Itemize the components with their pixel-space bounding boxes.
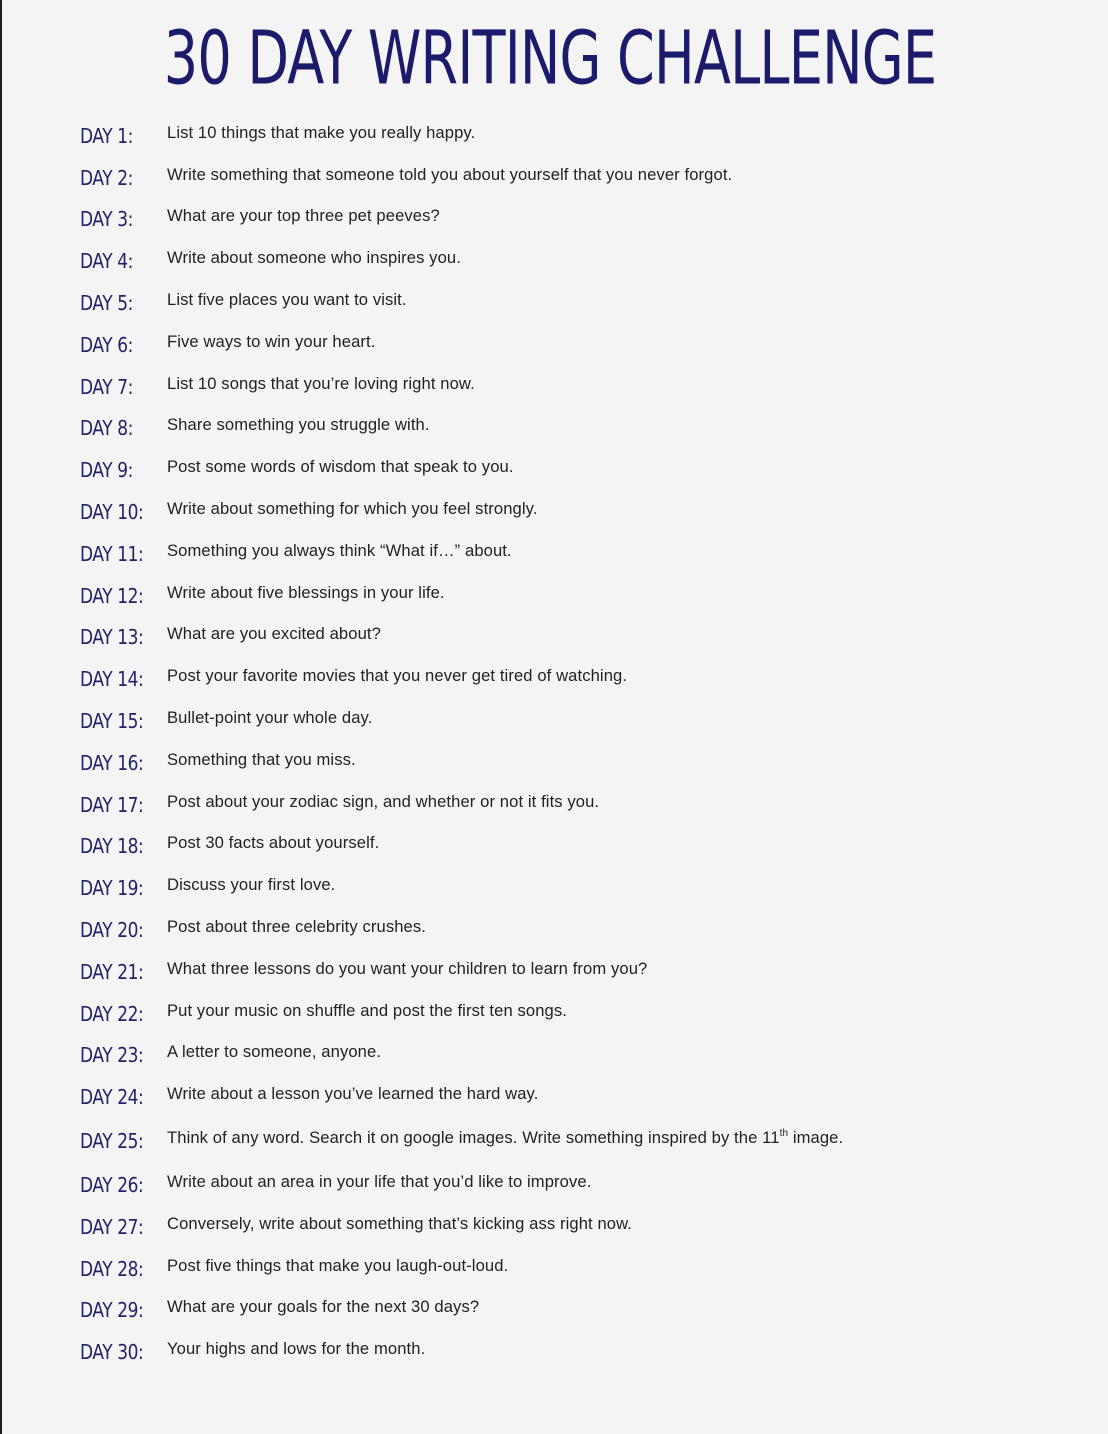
day-prompt: Write about a lesson you’ve learned the hard way.	[167, 1084, 539, 1104]
list-item-day-25	[80, 1115, 843, 1161]
day-prompt: Share something you struggle with.	[167, 415, 430, 435]
day-prompt: Post some words of wisdom that speak to you.	[167, 457, 514, 477]
list-item-day-28	[80, 1245, 843, 1287]
day-prompt: Write about someone who inspires you.	[167, 248, 461, 268]
day-prompt	[167, 1128, 843, 1148]
list-item-day-26	[80, 1161, 843, 1203]
day-label: DAY 4:	[80, 249, 133, 274]
day-prompt: Write about an area in your life that you’d like to improve.	[167, 1172, 592, 1192]
day-label: DAY 11:	[80, 541, 144, 566]
list-item-day-24	[80, 1073, 843, 1115]
day-prompt: Post 30 facts about yourself.	[167, 833, 380, 853]
page-title: 30 DAY WRITING CHALLENGE	[163, 15, 937, 102]
list-item-day-10	[80, 488, 843, 530]
day-label: DAY 29:	[80, 1298, 144, 1323]
list-item-day-20	[80, 906, 843, 948]
day-prompt: A letter to someone, anyone.	[167, 1042, 382, 1062]
day-prompt: What three lessons do you want your children to learn from you?	[167, 958, 648, 978]
list-item-day-15	[80, 697, 843, 739]
day-label: DAY 20:	[80, 918, 144, 943]
day-label: DAY 8:	[80, 416, 133, 441]
day-label: DAY 18:	[80, 834, 144, 859]
day-label: DAY 16:	[80, 750, 144, 775]
day-label: DAY 15:	[80, 709, 144, 734]
day-label: DAY 19:	[80, 876, 144, 901]
day-label: DAY 23:	[80, 1043, 144, 1068]
list-item-day-13	[80, 614, 843, 656]
list-item-day-17	[80, 781, 843, 823]
day-label: DAY 30:	[80, 1340, 144, 1365]
day-label: DAY 5:	[80, 291, 133, 316]
day-prompt: Write about five blessings in your life.	[167, 582, 445, 602]
day-prompt: Put your music on shuffle and post the first ten songs.	[167, 1000, 567, 1020]
day-prompt: Your highs and lows for the month.	[167, 1339, 426, 1359]
day-prompt: Write about something for which you feel strongly.	[167, 499, 538, 519]
day-label: DAY 12:	[80, 583, 144, 608]
day-label: DAY 1:	[80, 123, 133, 148]
day-prompt: Discuss your first love.	[167, 875, 336, 895]
list-item-day-7	[80, 363, 843, 405]
day-prompt: Something that you miss.	[167, 749, 356, 769]
list-item-day-19	[80, 864, 843, 906]
day-label: DAY 3:	[80, 207, 133, 232]
list-item-day-8	[80, 405, 843, 447]
day-label: DAY 28:	[80, 1256, 144, 1281]
list-item-day-16	[80, 739, 843, 781]
day-label: DAY 9:	[80, 458, 133, 483]
list-item-day-22	[80, 990, 843, 1032]
list-item-day-18	[80, 823, 843, 865]
day-prompt-main: Think of any word. Search it on google images. Write something inspired by the 11	[167, 1128, 780, 1148]
day-label: DAY 14:	[80, 667, 144, 692]
ordinal-superscript: th	[779, 1128, 789, 1140]
day-label: DAY 24:	[80, 1085, 144, 1110]
day-prompt: What are you excited about?	[167, 624, 381, 644]
day-prompt: What are your top three pet peeves?	[167, 206, 440, 226]
day-label: DAY 10:	[80, 500, 144, 525]
page-left-border	[0, 0, 2, 1434]
day-prompt: What are your goals for the next 30 days?	[167, 1297, 480, 1317]
day-prompt: List 10 things that make you really happy.	[167, 122, 476, 142]
day-prompt: Five ways to win your heart.	[167, 331, 376, 351]
day-prompt-tail: image.	[788, 1128, 844, 1148]
day-prompt: Post about your zodiac sign, and whether or not it fits you.	[167, 791, 600, 811]
day-prompt: Bullet-point your whole day.	[167, 708, 373, 728]
list-item-day-6	[80, 321, 843, 363]
day-prompt: Post your favorite movies that you never get tired of watching.	[167, 666, 628, 686]
day-label: DAY 25:	[80, 1129, 144, 1154]
list-item-day-29	[80, 1287, 843, 1329]
day-prompt: Write something that someone told you about yourself that you never forgot.	[167, 164, 733, 184]
challenge-list	[80, 112, 843, 1370]
list-item-day-12	[80, 572, 843, 614]
day-label: DAY 17:	[80, 792, 144, 817]
list-item-day-3	[80, 196, 843, 238]
day-label: DAY 21:	[80, 959, 144, 984]
day-label: DAY 26:	[80, 1173, 144, 1198]
list-item-day-14	[80, 655, 843, 697]
day-label: DAY 6:	[80, 332, 133, 357]
day-label: DAY 2:	[80, 165, 133, 190]
day-prompt: Post five things that make you laugh-out-loud.	[167, 1255, 509, 1275]
day-label: DAY 22:	[80, 1001, 144, 1026]
list-item-day-30	[80, 1328, 843, 1370]
day-label: DAY 7:	[80, 374, 133, 399]
day-prompt: List five places you want to visit.	[167, 290, 407, 310]
list-item-day-5	[80, 279, 843, 321]
list-item-day-27	[80, 1203, 843, 1245]
list-item-day-4	[80, 237, 843, 279]
day-prompt: Post about three celebrity crushes.	[167, 917, 426, 937]
list-item-day-11	[80, 530, 843, 572]
day-prompt: List 10 songs that you’re loving right now.	[167, 373, 475, 393]
list-item-day-2	[80, 154, 843, 196]
day-label: DAY 27:	[80, 1214, 144, 1239]
list-item-day-21	[80, 948, 843, 990]
list-item-day-23	[80, 1032, 843, 1074]
list-item-day-9	[80, 446, 843, 488]
day-prompt: Something you always think “What if…” about.	[167, 540, 512, 560]
day-label: DAY 13:	[80, 625, 144, 650]
day-prompt: Conversely, write about something that’s kicking ass right now.	[167, 1213, 633, 1233]
list-item-day-1	[80, 112, 843, 154]
